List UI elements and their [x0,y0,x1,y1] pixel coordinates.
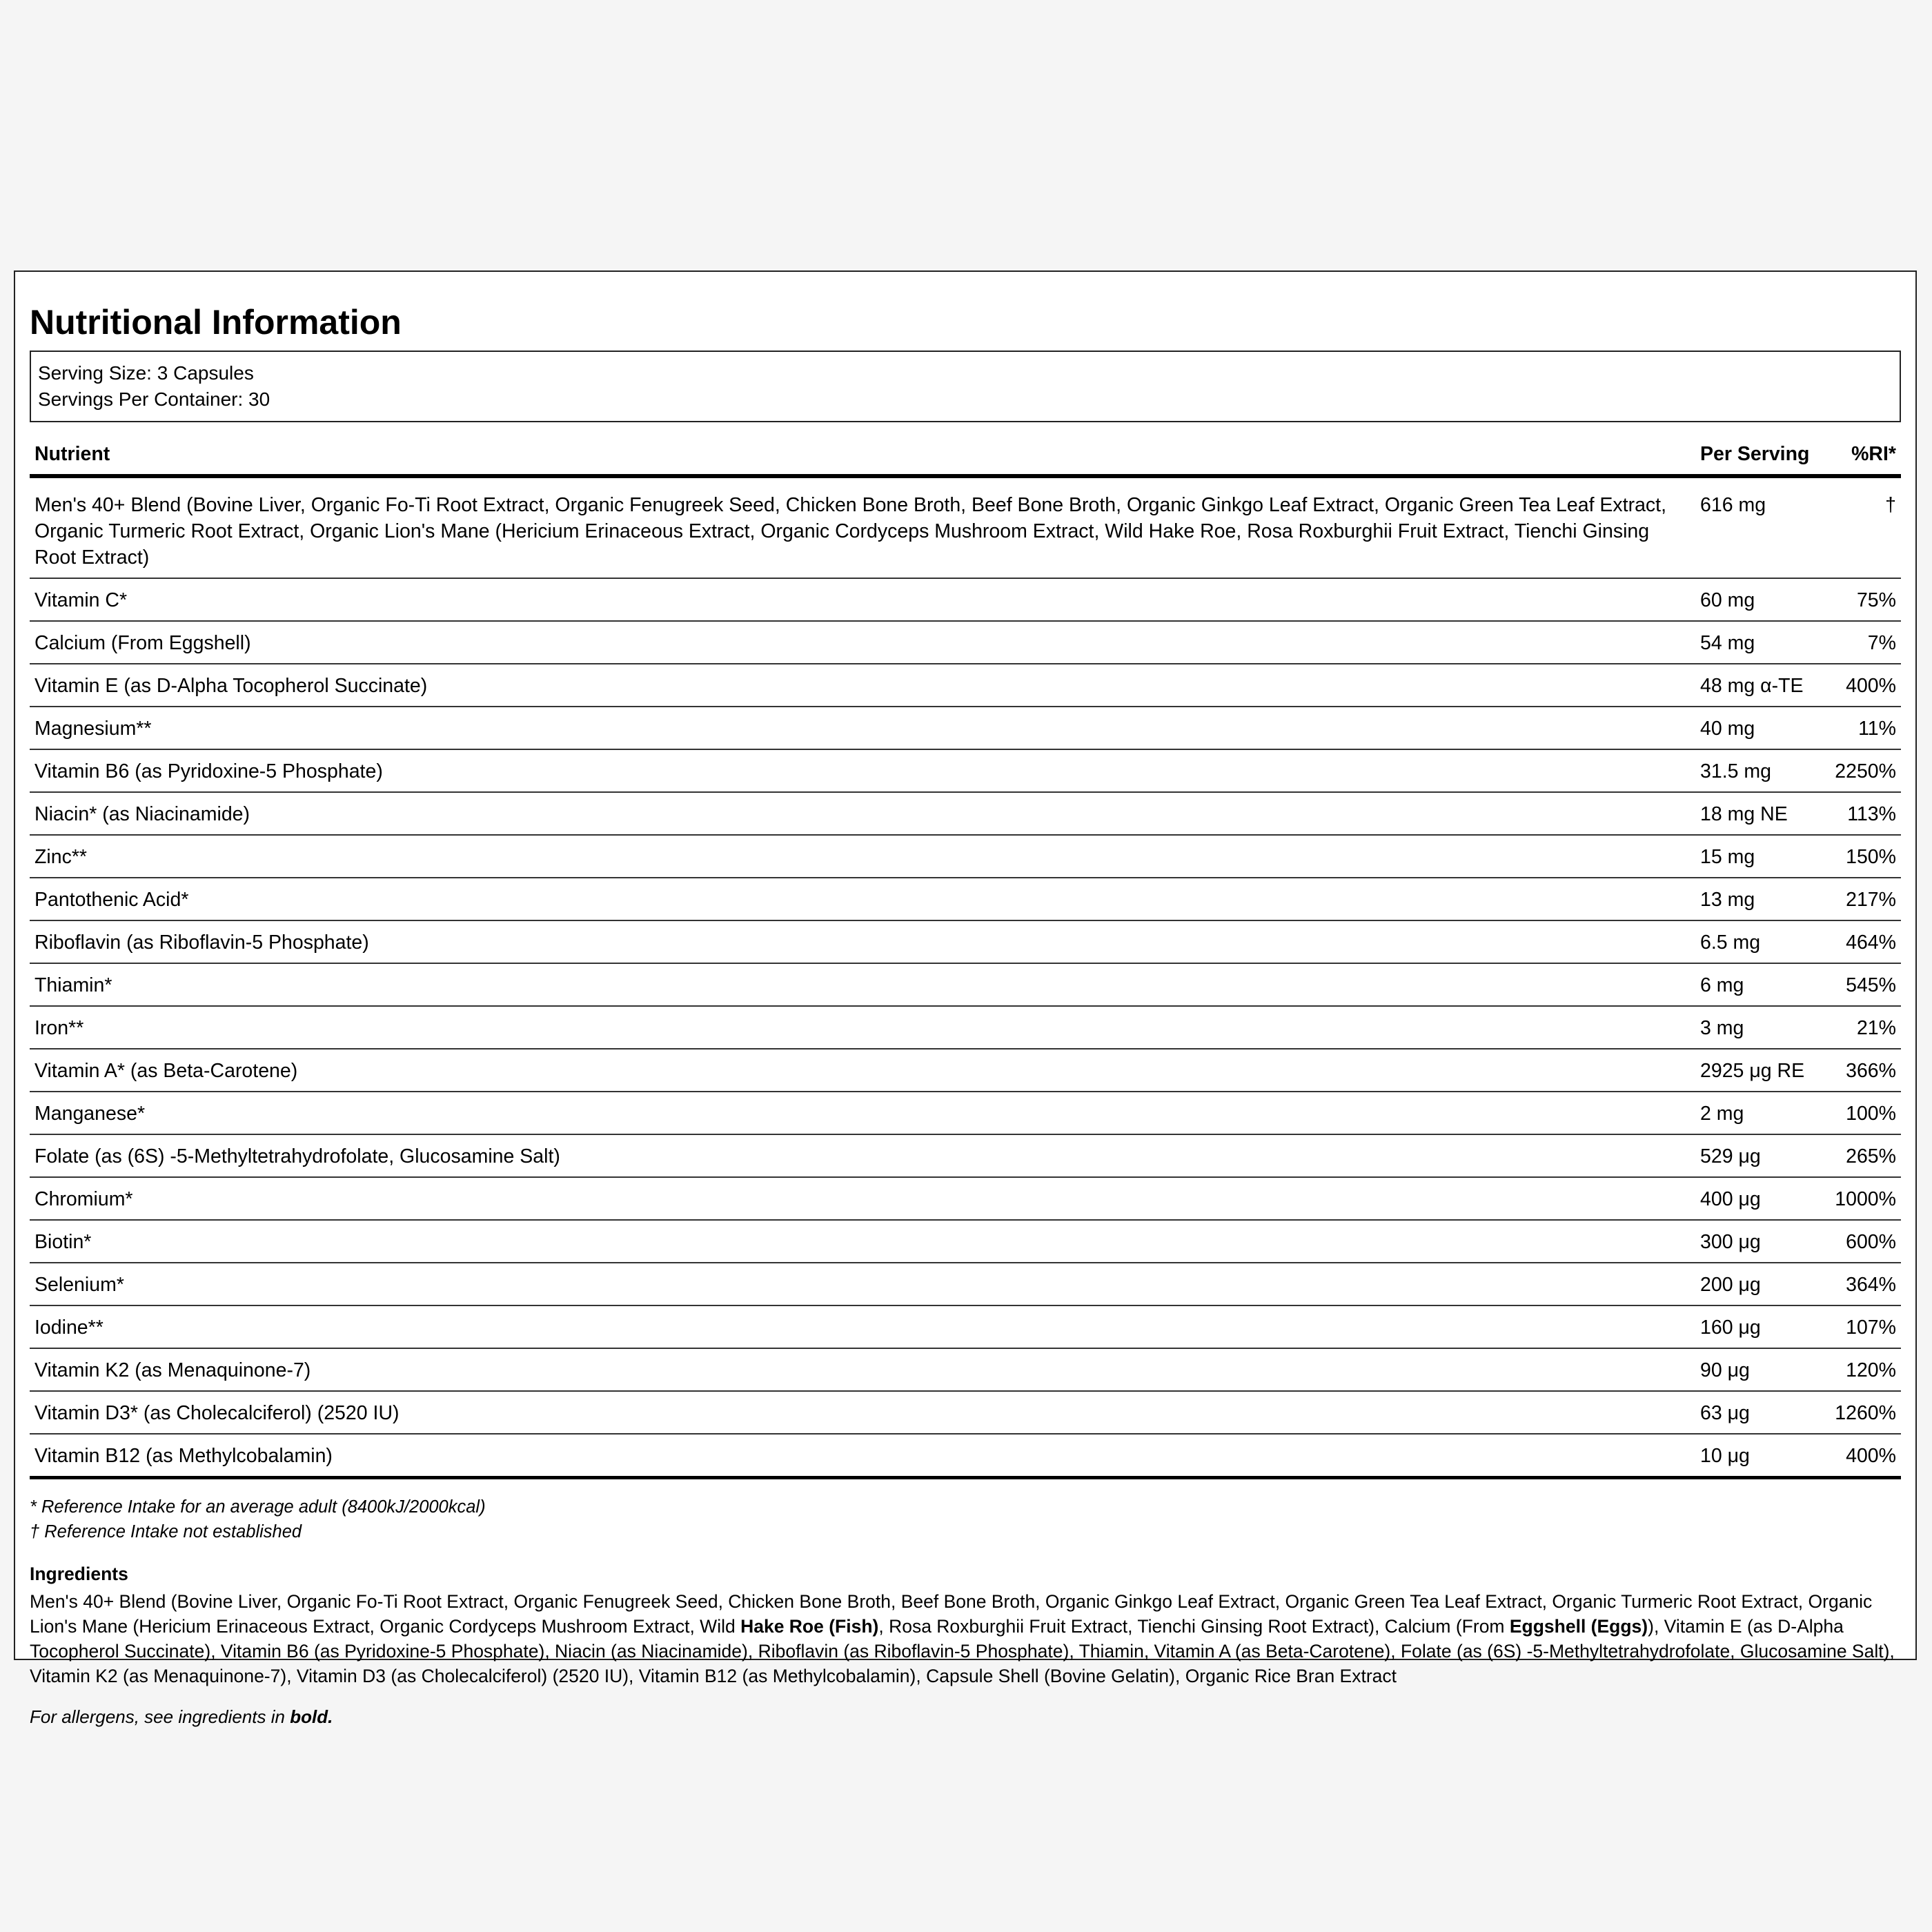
table-row [30,749,1901,792]
table-row [30,1177,1901,1220]
servings-per-container: Servings Per Container: 30 [38,388,270,410]
ri-value: 545% [1826,963,1901,1006]
header-ri: %RI* [1826,436,1901,476]
per-serving-value: 6 mg [1695,963,1826,1006]
per-serving-value: 2925 μg RE [1695,1049,1826,1092]
nutrient-name: Vitamin K2 (as Menaquinone-7) [30,1348,1695,1391]
allergen-ingredient: Hake Roe (Fish) [740,1616,879,1637]
per-serving-value: 15 mg [1695,835,1826,878]
nutrient-name: Selenium* [30,1263,1695,1305]
serving-info-box [30,351,1901,422]
table-row [30,1263,1901,1305]
ri-value: 464% [1826,920,1901,963]
table-row [30,578,1901,621]
header-per-serving: Per Serving [1695,436,1826,476]
nutrient-name: Iron** [30,1006,1695,1049]
nutrient-name: Biotin* [30,1220,1695,1263]
nutrient-rows [30,476,1901,1478]
ri-value: 113% [1826,792,1901,835]
per-serving-value: 400 μg [1695,1177,1826,1220]
serving-size: Serving Size: 3 Capsules [38,362,254,384]
per-serving-value: 90 μg [1695,1348,1826,1391]
nutrient-name: Vitamin B6 (as Pyridoxine-5 Phosphate) [30,749,1695,792]
per-serving-value: 10 μg [1695,1434,1826,1478]
ri-value: 75% [1826,578,1901,621]
table-row [30,1348,1901,1391]
allergen-note [30,1706,1901,1728]
ingredients-heading: Ingredients [30,1564,128,1584]
nutrient-name: Vitamin B12 (as Methylcobalamin) [30,1434,1695,1478]
nutrient-name: Vitamin C* [30,578,1695,621]
ri-value: 366% [1826,1049,1901,1092]
footnote-reference-intake: * Reference Intake for an average adult (8400kJ/2000kcal) [30,1497,486,1517]
allergen-note-text: For allergens, see ingredients in [30,1706,290,1727]
nutrient-name: Vitamin E (as D-Alpha Tocopherol Succinate) [30,664,1695,707]
ri-value: 217% [1826,878,1901,920]
per-serving-value: 18 mg NE [1695,792,1826,835]
per-serving-value: 3 mg [1695,1006,1826,1049]
table-row [30,1134,1901,1177]
footnotes [30,1495,1901,1544]
table-row [30,878,1901,920]
per-serving-value: 300 μg [1695,1220,1826,1263]
nutrient-name: Manganese* [30,1092,1695,1134]
table-row [30,1220,1901,1263]
per-serving-value: 2 mg [1695,1092,1826,1134]
ingredient-text-segment: Men's 40+ Blend (Bovine Liver, Organic Fo-Ti Root Extract, Organic Fenugreek Seed, Chicken Bone Broth, Beef Bone Broth, Organic Ginkgo Leaf Extract, Organic Green Tea Leaf Extract, Organic Turmeric Root Extract, Organic Lion's Mane (Hericium Erinaceous Extract, Organic Cordyceps Mushroom Extract, Wild [30,1591,1873,1637]
table-row [30,1006,1901,1049]
nutrient-name: Vitamin D3* (as Cholecalciferol) (2520 IU) [30,1391,1695,1434]
table-row [30,1434,1901,1478]
nutrient-name: Magnesium** [30,707,1695,749]
header-nutrient: Nutrient [30,436,1695,476]
ri-value: 2250% [1826,749,1901,792]
ri-value: 21% [1826,1006,1901,1049]
ri-value: 1260% [1826,1391,1901,1434]
footnote-not-established: † Reference Intake not established [30,1522,302,1541]
per-serving-value: 160 μg [1695,1305,1826,1348]
table-row [30,707,1901,749]
ri-value: 107% [1826,1305,1901,1348]
table-row [30,1305,1901,1348]
per-serving-value: 529 μg [1695,1134,1826,1177]
per-serving-value: 13 mg [1695,878,1826,920]
nutrient-table [30,436,1901,1479]
per-serving-value: 200 μg [1695,1263,1826,1305]
allergen-note-bold: bold. [290,1706,333,1727]
nutrition-panel [14,270,1917,1727]
ri-value: 364% [1826,1263,1901,1305]
nutrient-name: Men's 40+ Blend (Bovine Liver, Organic Fo-Ti Root Extract, Organic Fenugreek Seed, Chicken Bone Broth, Beef Bone Broth, Organic Ginkgo Leaf Extract, Organic Green Tea Leaf Extract, Organic Turmeric Root Extract, Organic Lion's Mane (Hericium Erinaceous Extract, Organic Cordyceps Mushroom Extract, Wild Hake Roe, Rosa Roxburghii Fruit Extract, Tienchi Ginsing Root Extract) [30,476,1695,578]
ri-value: † [1826,476,1901,578]
per-serving-value: 54 mg [1695,621,1826,664]
table-row [30,1092,1901,1134]
per-serving-value: 60 mg [1695,578,1826,621]
nutrient-name: Zinc** [30,835,1695,878]
nutrient-name: Folate (as (6S) -5-Methyltetrahydrofolate, Glucosamine Salt) [30,1134,1695,1177]
nutrient-name: Thiamin* [30,963,1695,1006]
per-serving-value: 48 mg α-TE [1695,664,1826,707]
table-row [30,476,1901,578]
ri-value: 100% [1826,1092,1901,1134]
per-serving-value: 63 μg [1695,1391,1826,1434]
table-row [30,621,1901,664]
table-row [30,920,1901,963]
nutrient-name: Iodine** [30,1305,1695,1348]
ri-value: 600% [1826,1220,1901,1263]
ri-value: 265% [1826,1134,1901,1177]
page-title: Nutritional Information [30,303,402,342]
table-row [30,835,1901,878]
table-row [30,792,1901,835]
table-header-row [30,436,1901,476]
nutrient-name: Pantothenic Acid* [30,878,1695,920]
per-serving-value: 31.5 mg [1695,749,1826,792]
ri-value: 1000% [1826,1177,1901,1220]
table-row [30,664,1901,707]
nutrient-name: Niacin* (as Niacinamide) [30,792,1695,835]
ri-value: 150% [1826,835,1901,878]
allergen-ingredient: Eggshell (Eggs) [1509,1616,1648,1637]
nutrient-name: Chromium* [30,1177,1695,1220]
table-row [30,1391,1901,1434]
ingredients-text [30,1589,1901,1688]
table-row [30,963,1901,1006]
ingredient-text-segment: ), Vitamin E (as D-Alpha Tocopherol Succinate), Vitamin B6 (as Pyridoxine-5 Phosphate), Niacin (as Niacinamide), Riboflavin (as Riboflavin-5 Phosphate), Thiamin, Vitamin A (as Beta-Carotene), Folate (as (6S) -5-Methyltetrahydrofolate, Glucosamine Salt), Vitamin K2 (as Menaquinone-7), Vitamin D3 (as Cholecalciferol) (2520 IU), Vitamin B12 (as Methylcobalamin), Capsule Shell (Bovine Gelatin), Organic Rice Bran Extract [30,1616,1895,1686]
per-serving-value: 40 mg [1695,707,1826,749]
ri-value: 7% [1826,621,1901,664]
per-serving-value: 616 mg [1695,476,1826,578]
ri-value: 11% [1826,707,1901,749]
nutrient-name: Riboflavin (as Riboflavin-5 Phosphate) [30,920,1695,963]
per-serving-value: 6.5 mg [1695,920,1826,963]
ingredient-text-segment: , Rosa Roxburghii Fruit Extract, Tienchi Ginsing Root Extract), Calcium (From [878,1616,1510,1637]
ri-value: 400% [1826,1434,1901,1478]
table-row [30,1049,1901,1092]
nutrient-name: Vitamin A* (as Beta-Carotene) [30,1049,1695,1092]
ri-value: 400% [1826,664,1901,707]
nutrient-name: Calcium (From Eggshell) [30,621,1695,664]
ri-value: 120% [1826,1348,1901,1391]
